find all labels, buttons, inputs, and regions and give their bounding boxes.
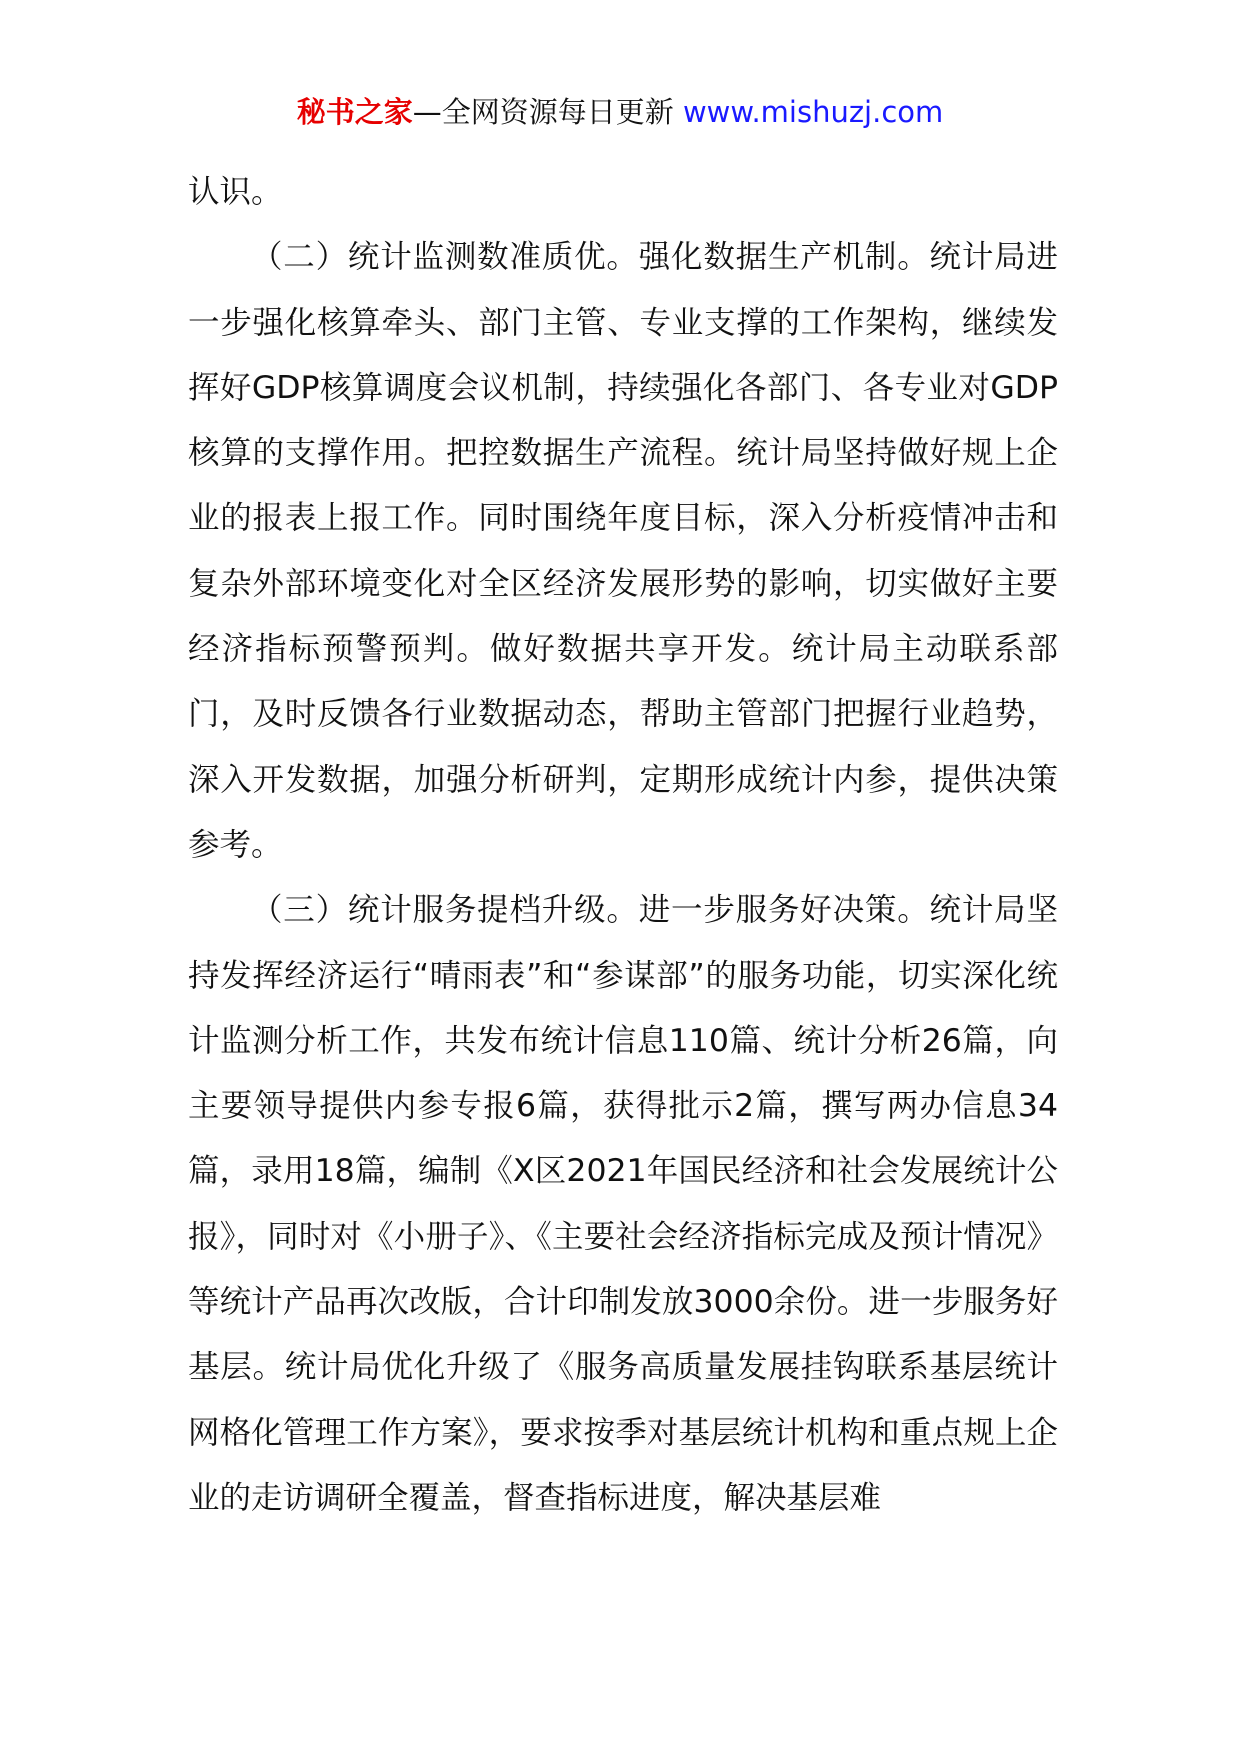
site-url-link[interactable]: www.mishuzj.com (682, 95, 944, 129)
paragraph-continuation: 认识。 (188, 174, 283, 210)
header-slogan: —全网资源每日更新 (412, 95, 674, 129)
paragraph-section-2: （二）统计监测数准质优。强化数据生产机制。统计局进一步强化核算牵头、部门主管、专业支撑的工作架构，继续发挥好GDP核算调度会议机制，持续强化各部门、各专业对GDP核算的支撑作用。把控数据生产流程。统计局坚持做好规上企业的报表上报工作。同时围绕年度目标，深入分析疫情冲击和复杂外部环境变化对全区经济发展形势的影响，切实做好主要经济指标预警预判。做好数据共享开发。统计局主动联系部门，及时反馈各行业数据动态，帮助主管部门把握行业趋势，深入开发数据，加强分析研判，定期形成统计内参，提供决策参考。 (188, 239, 1058, 863)
document-body (188, 160, 1058, 1531)
paragraph-section-3: （三）统计服务提档升级。进一步服务好决策。统计局坚持发挥经济运行“晴雨表”和“参谋部”的服务功能，切实深化统计监测分析工作，共发布统计信息110篇、统计分析26篇，向主要领导提供内参专报6篇，获得批示2篇，撰写两办信息34篇，录用18篇，编制《X区2021年国民经济和社会发展统计公报》，同时对《小册子》、《主要社会经济指标完成及预计情况》等统计产品再次改版，合计印制发放3000余份。进一步服务好基层。统计局优化升级了《服务高质量发展挂钩联系基层统计网格化管理工作方案》，要求按季对基层统计机构和重点规上企业的走访调研全覆盖，督查指标进度，解决基层难 (188, 892, 1058, 1516)
brand-name: 秘书之家 (296, 95, 413, 129)
site-header (0, 92, 1240, 132)
